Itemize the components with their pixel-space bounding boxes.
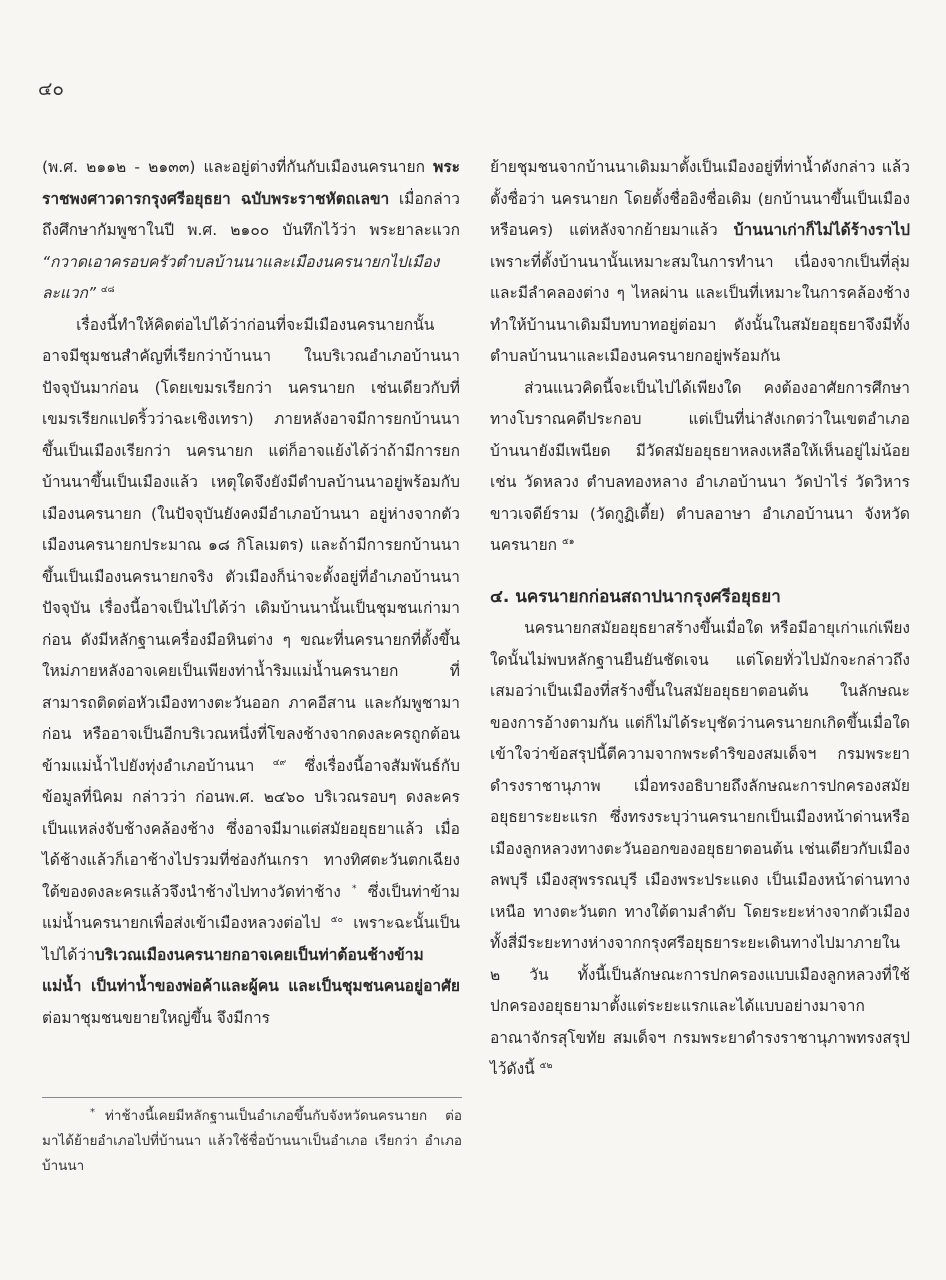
text-run: เพราะที่ตั้งบ้านนานั้นเหมาะสมในการทำนา เนื่องจากเป็นที่ลุ่มและมีลำคลองต่าง ๆ ไหลผ่าน และเป็นที่เหมาะในการคล้องช้าง ทำให้บ้านนาเดิมมีบทบาทอยู่ต่อมา ดังนั้นในสมัยอยุธยาจึงมีทั้งตำบลบ้านนาและเมืองนครนายกอยู่พร้อมกัน [490, 252, 910, 365]
text-run: ซึ่งเรื่องนี้อาจสัมพันธ์กับข้อมูลที่นิคม กล่าวว่า ก่อนพ.ศ. ๒๔๖๐ บริเวณรอบๆ ดงละครเป็นแหล่งจับช้างคล้องช้าง ซึ่งอาจมีมาแต่สมัยอยุธยาแล้ว เมื่อได้ช้างแล้วก็เอาช้างไปรวมที่ช่องกันเกรา ทางทิศตะวันตกเฉียงใต้ของดงละครแล้วจึงนำช้างไปทางวัดท่าช้าง [42, 756, 460, 901]
footnote-ref: ๔๙ [272, 757, 287, 768]
text-run: (พ.ศ. ๒๑๑๒ - ๒๑๓๓) และอยู่ต่างที่กันกับเมืองนครนายก [42, 158, 425, 176]
footnote-mark: * [90, 1106, 95, 1118]
footnote-ref: ๕๑ [562, 536, 575, 547]
footnote-divider [42, 1097, 462, 1098]
chronicle-title: พระราชพงศาวดารกรุงศรีอยุธยา ฉบับพระราชหัตถเลขา [42, 158, 460, 208]
footnote-star: * [352, 883, 357, 894]
text-run: เรื่องนี้ทำให้คิดต่อไปได้ว่าก่อนที่จะมีเมืองนครนายกนั้น อาจมีชุมชนสำคัญที่เรียกว่าบ้านนา ในบริเวณอำเภอบ้านนาปัจจุบันมาก่อน (โดยเขมรเรียกว่า นครนายก เช่นเดียวกับที่เขมรเรียกแปดริ้วว่าฉะเชิงเทรา) ภายหลังอาจมีการยกบ้านนาขึ้นเป็นเมืองเรียกว่า นครนายก แต่ก็อาจแย้งได้ว่าถ้ามีการยกบ้านนาขึ้นเป็นเมืองแล้ว เหตุใดจึงยังมีตำบลบ้านนาอยู่พร้อมกับเมืองนครนายก (ในปัจจุบันยังคงมีอำเภอบ้านนา อยู่ห่างจากตัวเมืองนครนายกประมาณ ๑๘ กิโลเมตร) และถ้ามีการยกบ้านนาขึ้นเป็นเมืองนครนายกจริง ตัวเมืองก็น่าจะตั้งอยู่ที่อำเภอบ้านนาปัจจุบัน เรื่องนี้อาจเป็นไปได้ว่า เดิมบ้านนานั้นเป็นชุมชนเก่ามาก่อน ดังมีหลักฐานเครื่องมือหินต่าง ๆ ขณะที่นครนายกที่ตั้งขึ้นใหม่ภายหลังอาจเคยเป็นเพียงท่าน้ำริมแม่น้ำนครนายก ที่สามารถติดต่อหัวเมืองทางตะวันออก ภาคอีสาน และกัมพูชามาก่อน หรืออาจเป็นอีกบริเวณหนึ่งที่โขลงช้างจากดงละครถูกต้อนข้ามแม่น้ำไปยังทุ่งอำเภอบ้านนา [42, 315, 460, 775]
bold-conclusion: บริเวณเมืองนครนายกอาจเคยเป็นท่าต้อนช้างข้ามแม่น้ำ เป็นท่าน้ำของพ่อค้าและผู้คน และเป็นชุมชนคนอยู่อาศัย [42, 945, 460, 995]
footnote-ref: ๕๐ [330, 914, 344, 925]
footnote [42, 1104, 462, 1179]
text-run: เพราะฉะนั้นเป็นไปได้ว่า [42, 914, 460, 964]
text-run: ซึ่งเป็นท่าข้ามแม่น้ำนครนายกเพื่อส่งเข้าเมืองหลวงต่อไป [42, 882, 460, 932]
paragraph-4 [490, 373, 910, 562]
bold-statement: บ้านนาเก่าก็ไม่ได้ร้างราไป [733, 221, 910, 239]
paragraph-1 [42, 152, 460, 310]
text-run: ย้ายชุมชนจากบ้านนาเดิมมาตั้งเป็นเมืองอยู่ที่ท่าน้ำดังกล่าว แล้วตั้งชื่อว่า นครนายก โดยตั้งชื่ออิงชื่อเดิม (ยกบ้านนาขึ้นเป็นเมืองหรือนคร) แต่หลังจากย้ายมาแล้ว [490, 158, 910, 239]
page-number: ๔๐ [38, 78, 64, 100]
text-run: ต่อมาชุมชนขยายใหญ่ขึ้น จึงมีการ [42, 1008, 271, 1027]
footnote-ref: ๔๘ [100, 284, 115, 295]
left-column [42, 152, 460, 1034]
paragraph-3 [490, 152, 910, 373]
chronicle-quote: “กวาดเอาครอบครัวตำบลบ้านนาและเมืองนครนายกไปเมืองละแวก” [42, 252, 440, 302]
text-run: นครนายกสมัยอยุธยาสร้างขึ้นเมื่อใด หรือมีอายุเก่าแก่เพียงใดนั้นไม่พบหลักฐานยืนยันชัดเจน แต่โดยทั่วไปมักจะกล่าวถึงเสมอว่าเป็นเมืองที่สร้างขึ้นในสมัยอยุธยาตอนต้น ในลักษณะของการอ้างตามกัน แต่ก็ไม่ได้ระบุชัดว่านครนายกเกิดขึ้นเมื่อใด เข้าใจว่าข้อสรุปนี้ตีความจากพระดำริของสมเด็จฯ กรมพระยาดำรงราชานุภาพ เมื่อทรงอธิบายถึงลักษณะการปกครองสมัยอยุธยาระยะแรก ซึ่งทรงระบุว่านครนายกเป็นเมืองหน้าด่านหรือเมืองลูกหลวงทางตะวันออกของอยุธยาตอนต้น เช่นเดียวกับเมืองลพบุรี เมืองสุพรรณบุรี เมืองพระประแดง เป็นเมืองหน้าด่านทางเหนือ ทางตะวันตก ทางใต้ตามลำดับ โดยระยะห่างจากตัวเมืองทั้งสี่มีระยะทางห่างจากกรุงศรีอยุธยาระยะเดินทางไปมาภายใน ๒ วัน ทั้งนี้เป็นลักษณะการปกครองแบบเมืองลูกหลวงที่ใช้ปกครองอยุธยามาตั้งแต่ระยะแรกและได้แบบอย่างมาจากอาณาจักรสุโขทัย สมเด็จฯ กรมพระยาดำรงราชานุภาพทรงสรุปไว้ดังนี้ [490, 619, 910, 1078]
paragraph-5 [490, 613, 910, 1086]
right-column [490, 152, 910, 1086]
section-heading: ๔. นครนายกก่อนสถาปนากรุงศรีอยุธยา [490, 586, 781, 607]
footnote-text: ท่าช้างนี้เคยมีหลักฐานเป็นอำเภอขึ้นกับจังหวัดนครนายก ต่อมาได้ย้ายอำเภอไปที่บ้านนา แล้วใช้ชื่อบ้านนาเป็นอำเภอ เรียกว่า อำเภอบ้านนา [42, 1108, 462, 1174]
text-run: ส่วนแนวคิดนี้จะเป็นไปได้เพียงใด คงต้องอาศัยการศึกษาทางโบราณคดีประกอบ แต่เป็นที่น่าสังเกตว่าในเขตอำเภอบ้านนายังมีเพนียด มีวัดสมัยอยุธยาหลงเหลือให้เห็นอยู่ไม่น้อย เช่น วัดหลวง ตำบลทองหลาง อำเภอบ้านนา วัดป่าไร่ วัดวิหารขาวเจดีย์ราม (วัดกูฏิเตี้ย) ตำบลอาษา อำเภอบ้านนา จังหวัดนครนายก [490, 378, 910, 554]
footnote-ref: ๕๒ [539, 1060, 553, 1071]
text-run: เมื่อกล่าวถึงศึกษากัมพูชาในปี พ.ศ. ๒๑๐๐ บันทึกไว้ว่า พระยาละแวก [42, 189, 460, 239]
paragraph-2 [42, 310, 460, 1035]
